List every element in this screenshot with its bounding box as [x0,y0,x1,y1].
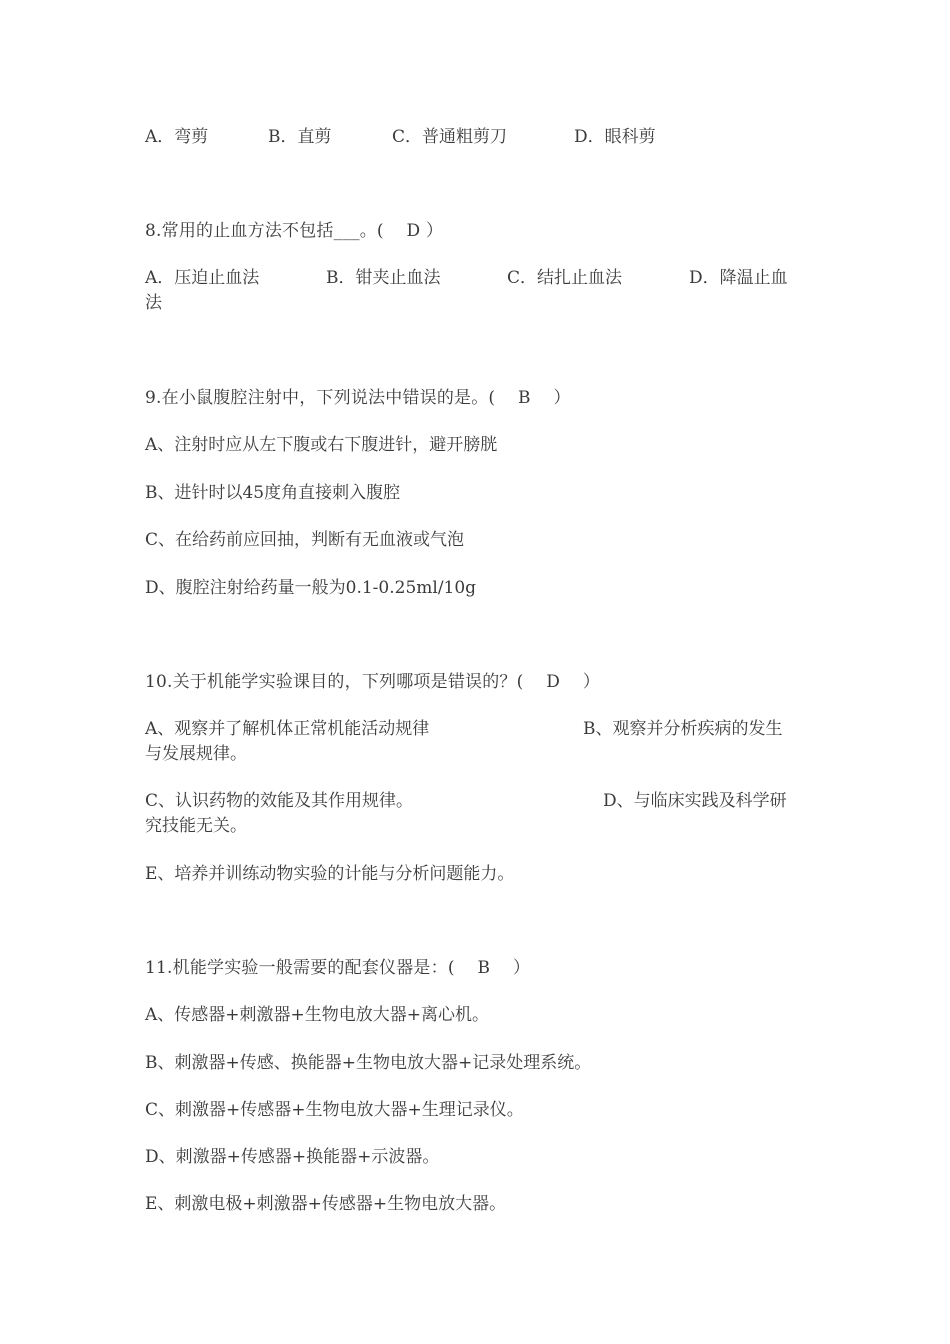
q9-option-a: A、注射时应从左下腹或右下腹进针，避开膀胱 [145,435,498,455]
q10-option-a: A、观察并了解机体正常机能活动规律 [145,719,430,739]
q7-option-b: B．直剪 [268,127,332,147]
q8-option-a: A．压迫止血法 [145,268,260,288]
q9-option-c: C、在给药前应回抽，判断有无血液或气泡 [145,530,465,550]
q8-option-c: C．结扎止血法 [507,268,623,288]
q10-option-d-tail: 究技能无关。 [145,816,247,836]
q8-option-d: D．降温止血 [689,268,788,288]
q8-stem: 8.常用的止血方法不包括___。( D ） [145,221,444,241]
q9-option-d: D、腹腔注射给药量一般为0.1-0.25ml/10g [145,578,477,598]
q11-option-b: B、刺激器+传感、换能器+生物电放大器+记录处理系统。 [145,1053,592,1073]
q8-option-b: B．钳夹止血法 [326,268,441,288]
q7-option-d: D．眼科剪 [574,127,656,147]
q9-option-b: B、进针时以45度角直接刺入腹腔 [145,483,401,503]
q11-option-e: E、刺激电极+刺激器+传感器+生物电放大器。 [145,1194,507,1214]
q10-option-d: D、与临床实践及科学研 [603,791,787,811]
q11-option-d: D、刺激器+传感器+换能器+示波器。 [145,1147,440,1167]
q11-option-a: A、传感器+刺激器+生物电放大器+离心机。 [145,1005,490,1025]
q7-option-a: A．弯剪 [145,127,209,147]
q10-option-c: C、认识药物的效能及其作用规律。 [145,791,414,811]
q10-stem: 10.关于机能学实验课目的，下列哪项是错误的？( D ） [145,672,601,692]
q8-option-d-tail: 法 [145,293,162,313]
q11-stem: 11.机能学实验一般需要的配套仪器是：( B ） [145,958,531,978]
q10-option-e: E、培养并训练动物实验的计能与分析问题能力。 [145,864,515,884]
q7-option-c: C．普通粗剪刀 [392,127,508,147]
q10-option-b-tail: 与发展规律。 [145,744,247,764]
q11-option-c: C、刺激器+传感器+生物电放大器+生理记录仪。 [145,1100,524,1120]
q9-stem: 9.在小鼠腹腔注射中，下列说法中错误的是。( B ） [145,388,571,408]
q10-option-b: B、观察并分析疾病的发生 [583,719,783,739]
